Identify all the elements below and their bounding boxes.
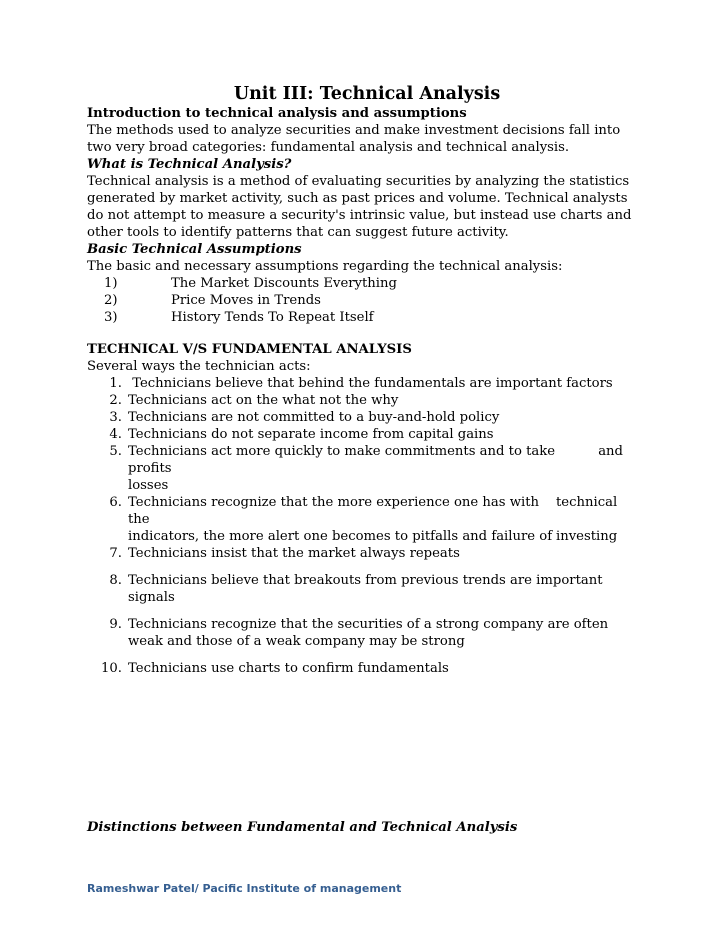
page-title: Unit III: Technical Analysis [233, 84, 501, 104]
list-item [87, 409, 647, 426]
tech-vs-heading: TECHNICAL V/S FUNDAMENTAL ANALYSIS [87, 342, 412, 357]
list-item [87, 426, 647, 443]
item-number: 9. [109, 617, 122, 632]
list-item [87, 309, 647, 326]
list-item [87, 292, 647, 309]
item-number: 1. [109, 376, 122, 391]
technician-acts-list [87, 375, 647, 677]
item-number: 2) [104, 293, 118, 308]
item-number: 5. [109, 444, 122, 459]
item-line: Technicians act more quickly to make commitments and to take profits [128, 444, 556, 476]
list-item [87, 660, 647, 677]
list-item [87, 392, 647, 409]
item-number: 8. [109, 573, 122, 588]
item-line: Technicians recognize that the more experience one has with the [128, 495, 540, 527]
item-line-end: technical [556, 495, 618, 510]
list-item [87, 494, 647, 545]
item-number: 10. [101, 661, 122, 676]
item-line: indicators, the more alert one becomes to pitfalls and failure of [128, 529, 553, 544]
item-text: History Tends To Repeat Itself [171, 310, 374, 325]
item-number: 3. [109, 410, 122, 425]
item-text: Technicians believe that behind the fundamentals are important factors [128, 376, 613, 391]
document-page [87, 84, 647, 677]
item-text: Technicians use charts to confirm fundamentals [128, 661, 449, 676]
item-number: 7. [109, 546, 122, 561]
tech-vs-intro: Several ways the technician acts: [87, 359, 311, 374]
item-line: losses [128, 478, 169, 493]
item-number: 1) [104, 276, 118, 291]
intro-text: The methods used to analyze securities and make investment decisions fall into two very broad categories: fundamental analysis and technical analysis. [87, 123, 621, 155]
assumptions-heading: Basic Technical Assumptions [87, 242, 302, 257]
item-line-end: investing [556, 529, 618, 544]
item-text: Technicians recognize that the securities of a strong company are often weak and those of a weak company may be strong [128, 617, 609, 649]
assumptions-text: The basic and necessary assumptions regarding the technical analysis: [87, 259, 563, 274]
item-text: Price Moves in Trends [171, 293, 321, 308]
list-item [87, 572, 647, 606]
item-number: 6. [109, 495, 122, 510]
list-item [87, 616, 647, 650]
page-footer: Rameshwar Patel/ Pacific Institute of management [87, 882, 402, 895]
list-item [87, 375, 647, 392]
list-item [87, 275, 647, 292]
item-text: Technicians do not separate income from capital gains [128, 427, 494, 442]
item-text: Technicians act on the what not the why [128, 393, 399, 408]
item-number: 2. [109, 393, 122, 408]
item-text [128, 494, 647, 545]
item-number: 4. [109, 427, 122, 442]
intro-heading: Introduction to technical analysis and assumptions [87, 106, 467, 121]
what-is-heading: What is Technical Analysis? [87, 157, 292, 172]
item-line-end: and [598, 444, 623, 459]
item-text: Technicians insist that the market always repeats [128, 546, 460, 561]
item-text: Technicians believe that breakouts from previous trends are important signals [128, 573, 603, 605]
what-is-text: Technical analysis is a method of evaluating securities by analyzing the statistics generated by market activity, such as past prices and volume. Technical analysts do not attempt to measure a security's intrinsic value, but instead use charts and other tools to identify patterns that can suggest future activity. [87, 174, 632, 240]
list-item [87, 443, 647, 494]
assumptions-list [87, 275, 647, 326]
item-text [128, 443, 647, 494]
distinctions-heading: Distinctions between Fundamental and Technical Analysis [87, 820, 518, 835]
item-text: Technicians are not committed to a buy-and-hold policy [128, 410, 500, 425]
list-item [87, 545, 647, 562]
item-number: 3) [104, 310, 118, 325]
item-text: The Market Discounts Everything [171, 276, 397, 291]
